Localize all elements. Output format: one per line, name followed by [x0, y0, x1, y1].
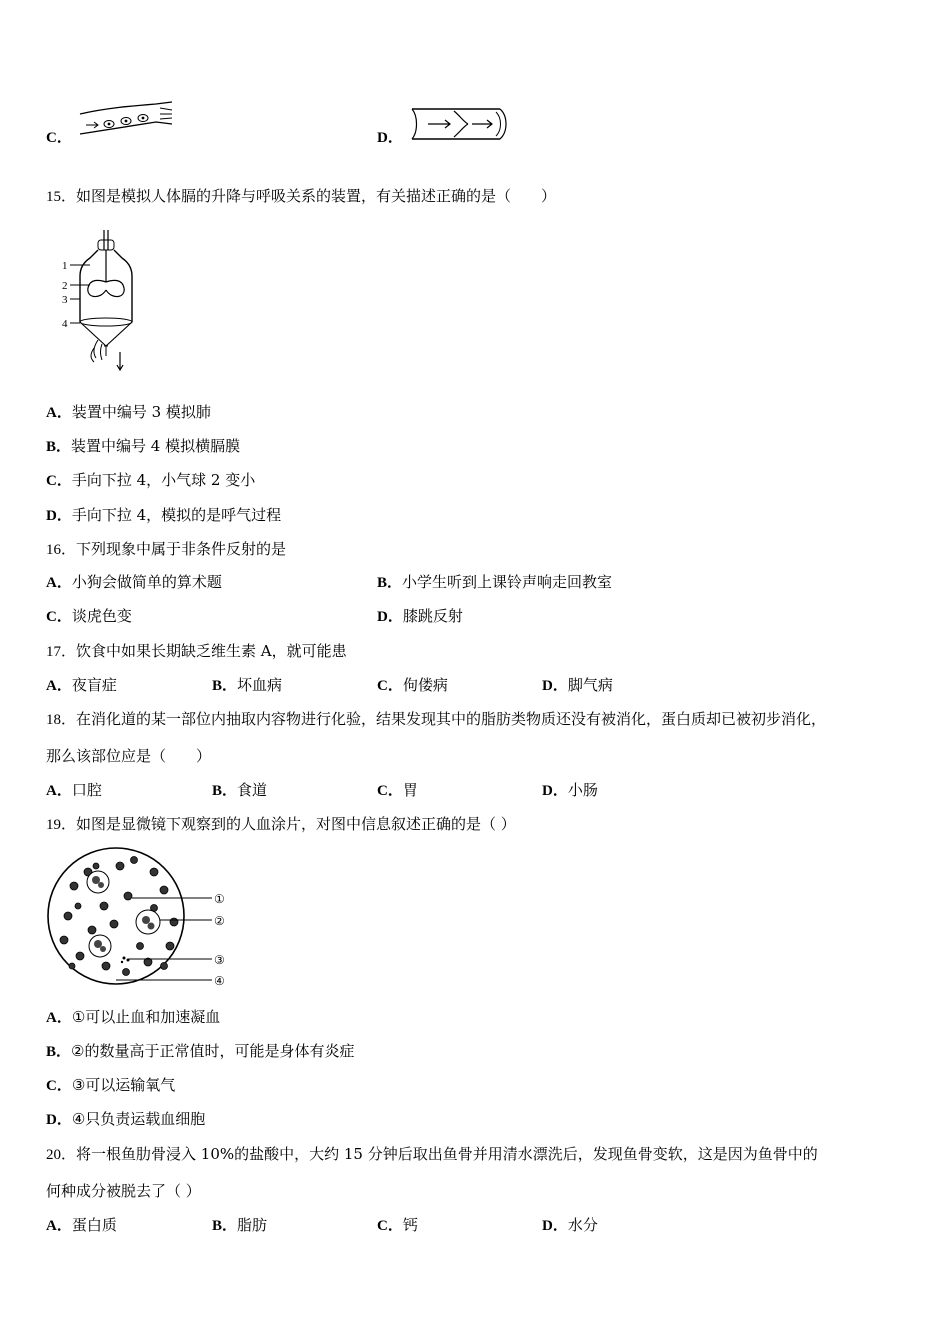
q19-option-c[interactable]: C．③可以运输氧气	[46, 1076, 176, 1094]
q19-option-d[interactable]: D．④只负责运载血细胞	[46, 1110, 206, 1128]
q20-number: 20．	[46, 1147, 77, 1163]
q19-blood-smear-figure	[44, 846, 234, 990]
q15-diaphragm-apparatus-figure	[60, 228, 150, 374]
q17-stem: 17．饮食中如果长期缺乏维生素 A，就可能患	[46, 642, 347, 660]
q14-capillary-figure	[76, 100, 176, 142]
q20-stem-line1: 20．将一根鱼肋骨浸入 10%的盐酸中，大约 15 分钟后取出鱼骨并用清水漂洗后，发现鱼骨变软，这是因为鱼骨中的	[46, 1145, 818, 1163]
q16-number: 16．	[46, 542, 77, 558]
q17-option-a[interactable]: A．夜盲症	[46, 676, 117, 694]
q15-option-a[interactable]: A．装置中编号 3 模拟肺	[46, 403, 211, 421]
q15-figure-label-1: 1	[62, 260, 68, 272]
q18-option-c[interactable]: C．胃	[377, 781, 418, 799]
q18-option-a[interactable]: A．口腔	[46, 781, 102, 799]
q19-option-a[interactable]: A．①可以止血和加速凝血	[46, 1008, 221, 1026]
q15-option-b[interactable]: B．装置中编号 4 模拟横膈膜	[46, 437, 241, 455]
q19-figure-label-2: ②	[214, 914, 225, 928]
q15-option-d[interactable]: D．手向下拉 4，模拟的是呼气过程	[46, 506, 282, 524]
q18-stem-line1: 18．在消化道的某一部位内抽取内容物进行化验，结果发现其中的脂肪类物质还没有被消化，蛋白质却已被初步消化，	[46, 710, 827, 728]
q15-figure-label-2: 2	[62, 280, 68, 292]
q15-number: 15．	[46, 189, 77, 205]
q17-option-c[interactable]: C．佝偻病	[377, 676, 448, 694]
q16-option-c[interactable]: C．谈虎色变	[46, 607, 132, 625]
q20-option-a[interactable]: A．蛋白质	[46, 1216, 117, 1234]
q15-stem	[46, 186, 556, 207]
q19-number: 19．	[46, 817, 77, 833]
q20-stem-line2: 何种成分被脱去了（ ）	[46, 1182, 201, 1200]
q14-option-c-label: C．	[46, 130, 72, 146]
q18-option-d[interactable]: D．小肠	[542, 781, 598, 799]
q15-figure-label-3: 3	[62, 294, 68, 306]
q18-number: 18．	[46, 712, 77, 728]
q16-option-a[interactable]: A．小狗会做简单的算术题	[46, 573, 222, 591]
q19-figure-label-4: ④	[214, 974, 225, 988]
q17-number: 17．	[46, 644, 77, 660]
q18-stem-line2: 那么该部位应是（ ）	[46, 747, 212, 765]
q20-option-c[interactable]: C．钙	[377, 1216, 418, 1234]
q17-option-b[interactable]: B．坏血病	[212, 676, 283, 694]
q18-option-b[interactable]: B．食道	[212, 781, 268, 799]
q14-vein-figure	[408, 106, 514, 142]
q14-option-d-label: D．	[377, 130, 403, 146]
q15-option-c[interactable]: C．手向下拉 4，小气球 2 变小	[46, 471, 256, 489]
q16-option-b[interactable]: B．小学生听到上课铃声响走回教室	[377, 573, 613, 591]
q15-figure-label-4: 4	[62, 318, 68, 330]
q19-stem: 19．如图是显微镜下观察到的人血涂片，对图中信息叙述正确的是（ ）	[46, 815, 516, 833]
q20-option-d[interactable]: D．水分	[542, 1216, 598, 1234]
q19-option-b[interactable]: B．②的数量高于正常值时，可能是身体有炎症	[46, 1042, 355, 1060]
q19-figure-label-1: ①	[214, 892, 225, 906]
q15-stem-text: 如图是模拟人体膈的升降与呼吸关系的装置，有关描述正确的是（ ）	[76, 187, 557, 205]
q17-option-d[interactable]: D．脚气病	[542, 676, 613, 694]
q16-stem: 16．下列现象中属于非条件反射的是	[46, 540, 287, 558]
q19-figure-label-3: ③	[214, 953, 225, 967]
q20-option-b[interactable]: B．脂肪	[212, 1216, 268, 1234]
q16-option-d[interactable]: D．膝跳反射	[377, 607, 463, 625]
